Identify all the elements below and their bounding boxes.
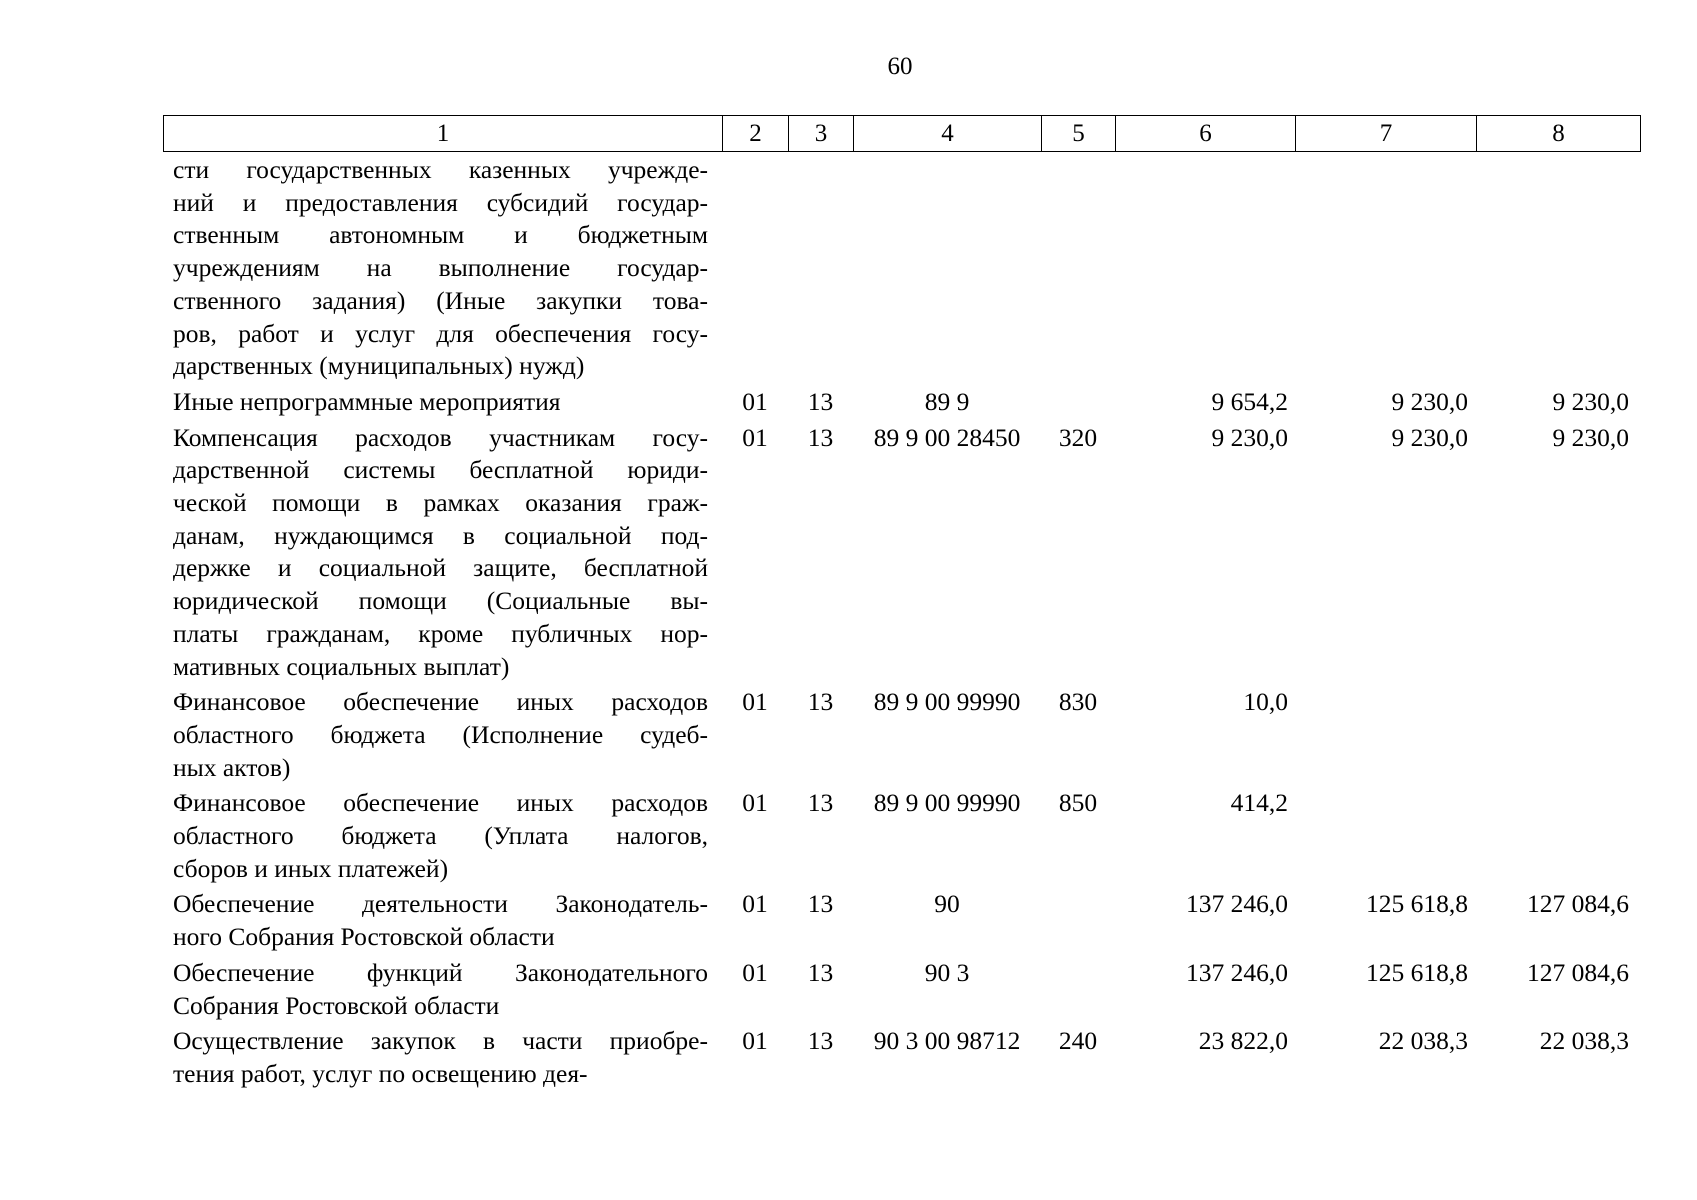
cell-col-7: 125 618,8 <box>1366 889 1468 919</box>
cell-col-8: 127 084,6 <box>1527 889 1629 919</box>
cell-col-3: 13 <box>807 422 834 452</box>
description-line: Иные непрограммные мероприятия <box>173 386 561 416</box>
cell-col-6: 137 246,0 <box>1186 889 1288 919</box>
cell-col-6: 10,0 <box>1243 687 1288 717</box>
description-line: Собрания Ростовской области <box>173 990 500 1020</box>
description-line: ственного задания) (Иные закупки това- <box>173 285 708 315</box>
cell-col-3: 13 <box>807 687 834 717</box>
cell-col-7: 125 618,8 <box>1366 957 1468 987</box>
row-description <box>163 888 708 953</box>
description-line: Финансовое обеспечение иных расходов <box>173 788 708 818</box>
column-header-8: 8 <box>1477 116 1641 152</box>
page-number: 60 <box>887 53 913 80</box>
cell-col-4: 89 9 00 28450 <box>873 422 1021 452</box>
column-header-row <box>164 116 1641 152</box>
cell-col-7: 9 230,0 <box>1391 386 1468 416</box>
description-line: юридической помощи (Социальные вы- <box>173 586 708 616</box>
column-header-5: 5 <box>1042 116 1116 152</box>
cell-col-4: 89 9 00 99990 <box>873 687 1021 717</box>
row-description <box>163 154 708 383</box>
description-line: сборов и иных платежей) <box>173 853 449 883</box>
cell-col-7: 22 038,3 <box>1378 1026 1468 1056</box>
column-header-7: 7 <box>1296 116 1477 152</box>
table-row <box>163 154 1640 383</box>
table-row <box>163 787 1640 885</box>
cell-col-3: 13 <box>807 788 834 818</box>
description-line: ных актов) <box>173 752 291 782</box>
cell-col-4: 90 <box>934 889 960 919</box>
description-line: ний и предоставления субсидий государ- <box>173 187 708 217</box>
column-header-6: 6 <box>1116 116 1296 152</box>
description-line: ного Собрания Ростовской области <box>173 922 555 952</box>
cell-col-2: 01 <box>742 422 768 452</box>
column-header-2: 2 <box>723 116 789 152</box>
column-header-3: 3 <box>789 116 854 152</box>
cell-col-2: 01 <box>742 957 768 987</box>
cell-col-8: 127 084,6 <box>1527 957 1629 987</box>
table-row <box>163 888 1640 953</box>
column-header-4: 4 <box>854 116 1042 152</box>
description-line: областного бюджета (Уплата налогов, <box>173 821 708 851</box>
cell-col-2: 01 <box>742 687 768 717</box>
row-description <box>163 957 708 1022</box>
row-description <box>163 386 708 419</box>
cell-col-5: 830 <box>1058 687 1098 717</box>
row-description <box>163 422 708 684</box>
cell-col-8: 9 230,0 <box>1552 386 1629 416</box>
description-line: ственным автономным и бюджетным <box>173 220 708 250</box>
cell-col-3: 13 <box>807 386 834 416</box>
description-line: платы гражданам, кроме публичных нор- <box>173 618 708 648</box>
cell-col-4: 90 3 00 98712 <box>873 1026 1021 1056</box>
cell-col-6: 9 654,2 <box>1211 386 1288 416</box>
description-line: учреждениям на выполнение государ- <box>173 253 708 283</box>
cell-col-6: 414,2 <box>1230 788 1288 818</box>
table-row <box>163 422 1640 684</box>
cell-col-2: 01 <box>742 889 768 919</box>
row-description <box>163 1025 708 1090</box>
column-header-table <box>163 115 1641 152</box>
cell-col-7: 9 230,0 <box>1391 422 1468 452</box>
cell-col-6: 23 822,0 <box>1198 1026 1288 1056</box>
description-line: данам, нуждающимся в социальной под- <box>173 520 708 550</box>
description-line: Обеспечение функций Законодательного <box>173 957 708 987</box>
description-line: тения работ, услуг по освещению дея- <box>173 1058 588 1088</box>
budget-table-body <box>163 154 1640 1091</box>
description-line: Финансовое обеспечение иных расходов <box>173 687 708 717</box>
cell-col-4: 89 9 <box>924 386 970 416</box>
description-line: Осуществление закупок в части приобре- <box>173 1026 708 1056</box>
description-line: ров, работ и услуг для обеспечения госу- <box>173 318 708 348</box>
cell-col-6: 9 230,0 <box>1211 422 1288 452</box>
description-line: ческой помощи в рамках оказания граж- <box>173 488 708 518</box>
cell-col-5: 320 <box>1058 422 1098 452</box>
description-line: сти государственных казенных учрежде- <box>173 155 708 184</box>
table-row <box>163 957 1640 1022</box>
row-description <box>163 787 708 885</box>
cell-col-4: 90 3 <box>924 957 970 987</box>
cell-col-8: 9 230,0 <box>1552 422 1629 452</box>
cell-col-3: 13 <box>807 957 834 987</box>
description-line: мативных социальных выплат) <box>173 651 510 681</box>
description-line: держке и социальной защите, бесплатной <box>173 553 708 583</box>
cell-col-3: 13 <box>807 1026 834 1056</box>
cell-col-4: 89 9 00 99990 <box>873 788 1021 818</box>
cell-col-5: 850 <box>1058 788 1098 818</box>
table-row <box>163 686 1640 784</box>
cell-col-8: 22 038,3 <box>1539 1026 1629 1056</box>
description-line: дарственных (муниципальных) нужд) <box>173 351 585 381</box>
table-row <box>163 1025 1640 1090</box>
description-line: Компенсация расходов участникам госу- <box>173 422 708 452</box>
cell-col-2: 01 <box>742 1026 768 1056</box>
cell-col-2: 01 <box>742 386 768 416</box>
table-row <box>163 386 1640 419</box>
description-line: Обеспечение деятельности Законодатель- <box>173 889 708 919</box>
column-header-1: 1 <box>164 116 723 152</box>
description-line: дарственной системы бесплатной юриди- <box>173 455 708 485</box>
cell-col-3: 13 <box>807 889 834 919</box>
cell-col-6: 137 246,0 <box>1186 957 1288 987</box>
cell-col-5: 240 <box>1058 1026 1098 1056</box>
cell-col-2: 01 <box>742 788 768 818</box>
description-line: областного бюджета (Исполнение судеб- <box>173 719 708 749</box>
row-description <box>163 686 708 784</box>
